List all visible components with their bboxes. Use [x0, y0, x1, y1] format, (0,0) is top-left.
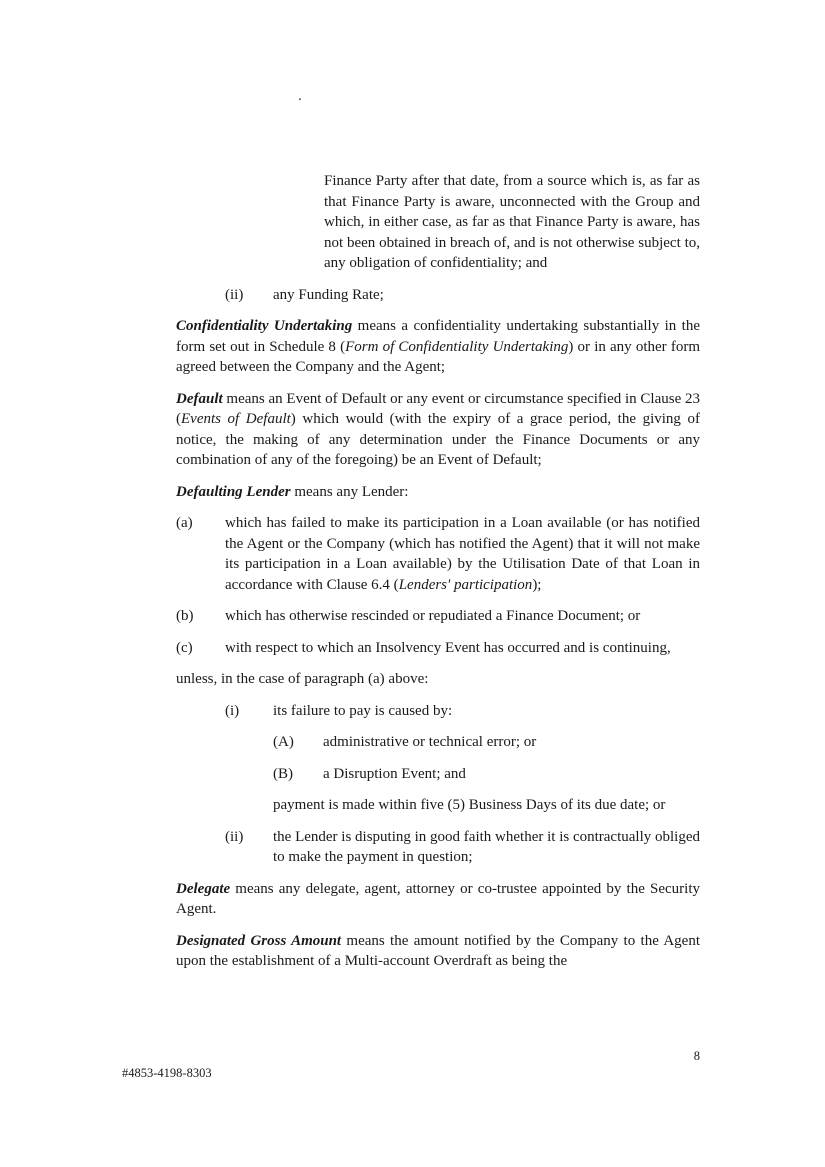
paragraph	[176, 389, 700, 471]
text-run: ) which would (with the expiry of a grace period, the giving of notice, the making of any determination under the Finance Documents or any combination of any of the foregoing) be an Event of Default;	[176, 411, 700, 468]
paragraph	[176, 316, 700, 378]
text-run: administrative or technical error; or	[323, 734, 537, 750]
text-run: Delegate	[176, 880, 231, 897]
list-marker: (ii)	[225, 286, 244, 303]
stray-dot: .	[298, 88, 302, 104]
list-item	[176, 764, 700, 785]
list-marker: (i)	[225, 702, 240, 719]
text-run: its failure to pay is caused by:	[273, 702, 453, 719]
list-marker: (c)	[176, 639, 193, 656]
page-number: 8	[693, 1049, 700, 1063]
list-marker: (b)	[176, 608, 194, 624]
text-run: Lenders' participation	[398, 576, 533, 593]
text-run: payment is made within five (5) Business Days of its due date; or	[273, 797, 666, 813]
list-item	[176, 513, 700, 595]
text-run: which has failed to make its participation in a Loan available (or has notified the Agent or the Company (which has notified the Agent) that it will not make its participation in a Loan available) by the Utilisation Date of that Loan in accordance with Clause 6.4 (	[225, 515, 700, 593]
paragraph	[176, 795, 700, 816]
text-run: the Lender is disputing in good faith whether it is contractually obliged to make the payment in question;	[273, 828, 700, 865]
text-run: means a confidentiality undertaking substantially in the form set out in Schedule 8 (	[176, 318, 700, 355]
text-run: Events of Default	[181, 411, 291, 427]
paragraph	[176, 171, 700, 274]
list-item	[176, 732, 700, 753]
text-run: a Disruption Event; and	[323, 765, 466, 782]
paragraph	[176, 931, 700, 972]
list-marker: (B)	[273, 765, 293, 782]
text-run: );	[532, 576, 542, 593]
text-run: any Funding Rate;	[273, 286, 384, 303]
text-run: Defaulting Lender	[176, 483, 291, 500]
paragraph	[176, 879, 700, 920]
text-run: which has otherwise rescinded or repudiated a Finance Document; or	[225, 608, 641, 624]
list-marker: (A)	[273, 734, 294, 750]
text-run: Default	[176, 390, 223, 407]
text-run: means any delegate, agent, attorney or co-trustee appointed by the Security Agent.	[176, 880, 700, 917]
document-content	[176, 171, 700, 983]
text-run: Finance Party after that date, from a source which is, as far as that Finance Party is aware, unconnected with the Group and which, in either case, as far as that Finance Party is aware, has not been obtained in breach of, and is not otherwise subject to, any obligation of confidentiality; and	[324, 173, 700, 271]
list-item	[176, 638, 700, 659]
text-run: unless, in the case of paragraph (a) above:	[176, 671, 429, 687]
text-run: Confidentiality Undertaking	[176, 318, 353, 334]
text-run: means any Lender:	[290, 483, 409, 500]
text-run: with respect to which an Insolvency Event has occurred and is continuing,	[225, 639, 671, 656]
document-id: #4853-4198-8303	[122, 1066, 212, 1080]
text-run: means an Event of Default or any event or circumstance specified in Clause 23 (	[176, 390, 700, 427]
list-item	[176, 606, 700, 627]
list-item	[176, 701, 700, 722]
list-item	[176, 285, 700, 306]
paragraph	[176, 482, 700, 503]
text-run: ) or in any other form agreed between the Company and the Agent;	[176, 338, 700, 375]
text-run: means the amount notified by the Company to the Agent upon the establishment of a Multi-account Overdraft as being the	[176, 932, 700, 969]
list-marker: (a)	[176, 515, 193, 531]
list-marker: (ii)	[225, 828, 244, 845]
text-run: Form of Confidentiality Undertaking	[345, 338, 569, 355]
list-item	[176, 827, 700, 868]
text-run: Designated Gross Amount	[176, 932, 342, 949]
paragraph	[176, 669, 700, 690]
